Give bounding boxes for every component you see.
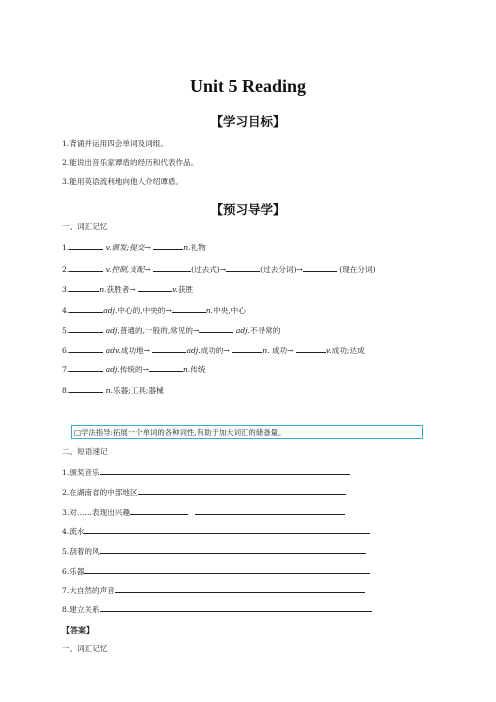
phrase-item <box>62 603 372 615</box>
vocab-line-4: 4. adj.中心的,中央的→ n.中央,中心 <box>62 306 246 315</box>
answer-blank[interactable] <box>226 263 260 272</box>
answer-heading: 【答案】 <box>62 626 94 635</box>
answer-blank[interactable] <box>100 466 350 475</box>
answer-blank[interactable] <box>232 344 262 353</box>
phrase-item: 2.在湖南省的中部地区 <box>62 486 346 498</box>
phrase-item: 3.对……表现出兴趣 <box>62 506 345 518</box>
vocab-line-1: 1. v.颁发;提交→ n.礼物 <box>62 243 206 252</box>
answer-blank[interactable] <box>153 241 183 250</box>
answer-blank[interactable] <box>69 283 99 292</box>
vocab-line-5: 5. adj.普通的,一般的,常见的→ adj.不寻常的 <box>62 326 281 335</box>
answer-blank[interactable] <box>138 283 172 292</box>
answer-vocab-heading: 一、词汇记忆 <box>62 644 108 653</box>
vocab-line-3: 3. n.获胜者→ v.获胜 <box>62 285 194 294</box>
answer-blank[interactable] <box>152 344 186 353</box>
answer-blank[interactable] <box>100 545 366 554</box>
objective-item: 2.能说出音乐家谭盾的经历和代表作品。 <box>62 158 199 167</box>
answer-blank[interactable] <box>149 363 183 372</box>
answer-blank[interactable] <box>69 324 103 333</box>
answer-blank[interactable] <box>138 486 346 495</box>
answer-blank[interactable] <box>69 384 103 393</box>
objectives-heading: 【学习目标】 <box>210 114 286 129</box>
answer-blank[interactable] <box>115 584 365 593</box>
page-title: Unit 5 Reading <box>189 76 306 96</box>
answer-blank[interactable] <box>69 241 103 250</box>
answer-blank[interactable] <box>69 304 103 313</box>
objective-item: 3.能用英语流利地向他人介绍谭盾。 <box>62 177 184 186</box>
answer-blank[interactable] <box>153 263 191 272</box>
phrase-label: 7.大自然的声音 <box>62 586 115 595</box>
answer-blank[interactable] <box>296 344 326 353</box>
vocab-line-2: 2. v.控制,支配→ (过去式)→ (过去分词)→ (现在分词) <box>62 265 376 274</box>
vocab-line-8: 8. n.乐器;工具;器械 <box>62 386 164 395</box>
answer-blank[interactable] <box>195 506 345 515</box>
study-tip-box: □学法指导:拓展一个单词的各种词性,有助于加大词汇的储备量。 <box>71 425 423 439</box>
phrase-label: 8.建立关系 <box>62 605 100 614</box>
phrase-section-heading: 二、短语速记 <box>62 447 108 456</box>
phrase-item <box>62 584 365 596</box>
answer-blank[interactable] <box>69 363 103 372</box>
phrase-item: 6.乐器 <box>62 565 370 577</box>
tip-icon: □ <box>74 428 81 437</box>
vocab-section-heading: 一、词汇记忆 <box>62 222 108 231</box>
vocab-line-7: 7. adj.传统的→ n.传统 <box>62 365 206 374</box>
answer-blank[interactable] <box>84 525 370 534</box>
answer-blank[interactable] <box>100 603 372 612</box>
phrase-item: 5.刮着的风 <box>62 545 366 557</box>
answer-blank[interactable] <box>303 263 337 272</box>
vocab-line-6: 6. adv.成功地→ adj.成功的→ n. 成功→ v.成功;达成 <box>62 346 365 355</box>
answer-blank[interactable] <box>199 324 233 333</box>
answer-blank[interactable] <box>84 565 370 574</box>
answer-blank[interactable] <box>172 304 206 313</box>
preview-heading: 【预习导学】 <box>210 202 286 217</box>
answer-blank[interactable] <box>69 344 103 353</box>
objective-item: 1.背诵并运用四会单词及词组。 <box>62 139 168 148</box>
answer-blank[interactable] <box>69 263 103 272</box>
answer-blank[interactable] <box>130 506 188 515</box>
phrase-item: 4.流水 <box>62 525 370 537</box>
phrase-item: 1.颁奖音乐 <box>62 466 350 478</box>
